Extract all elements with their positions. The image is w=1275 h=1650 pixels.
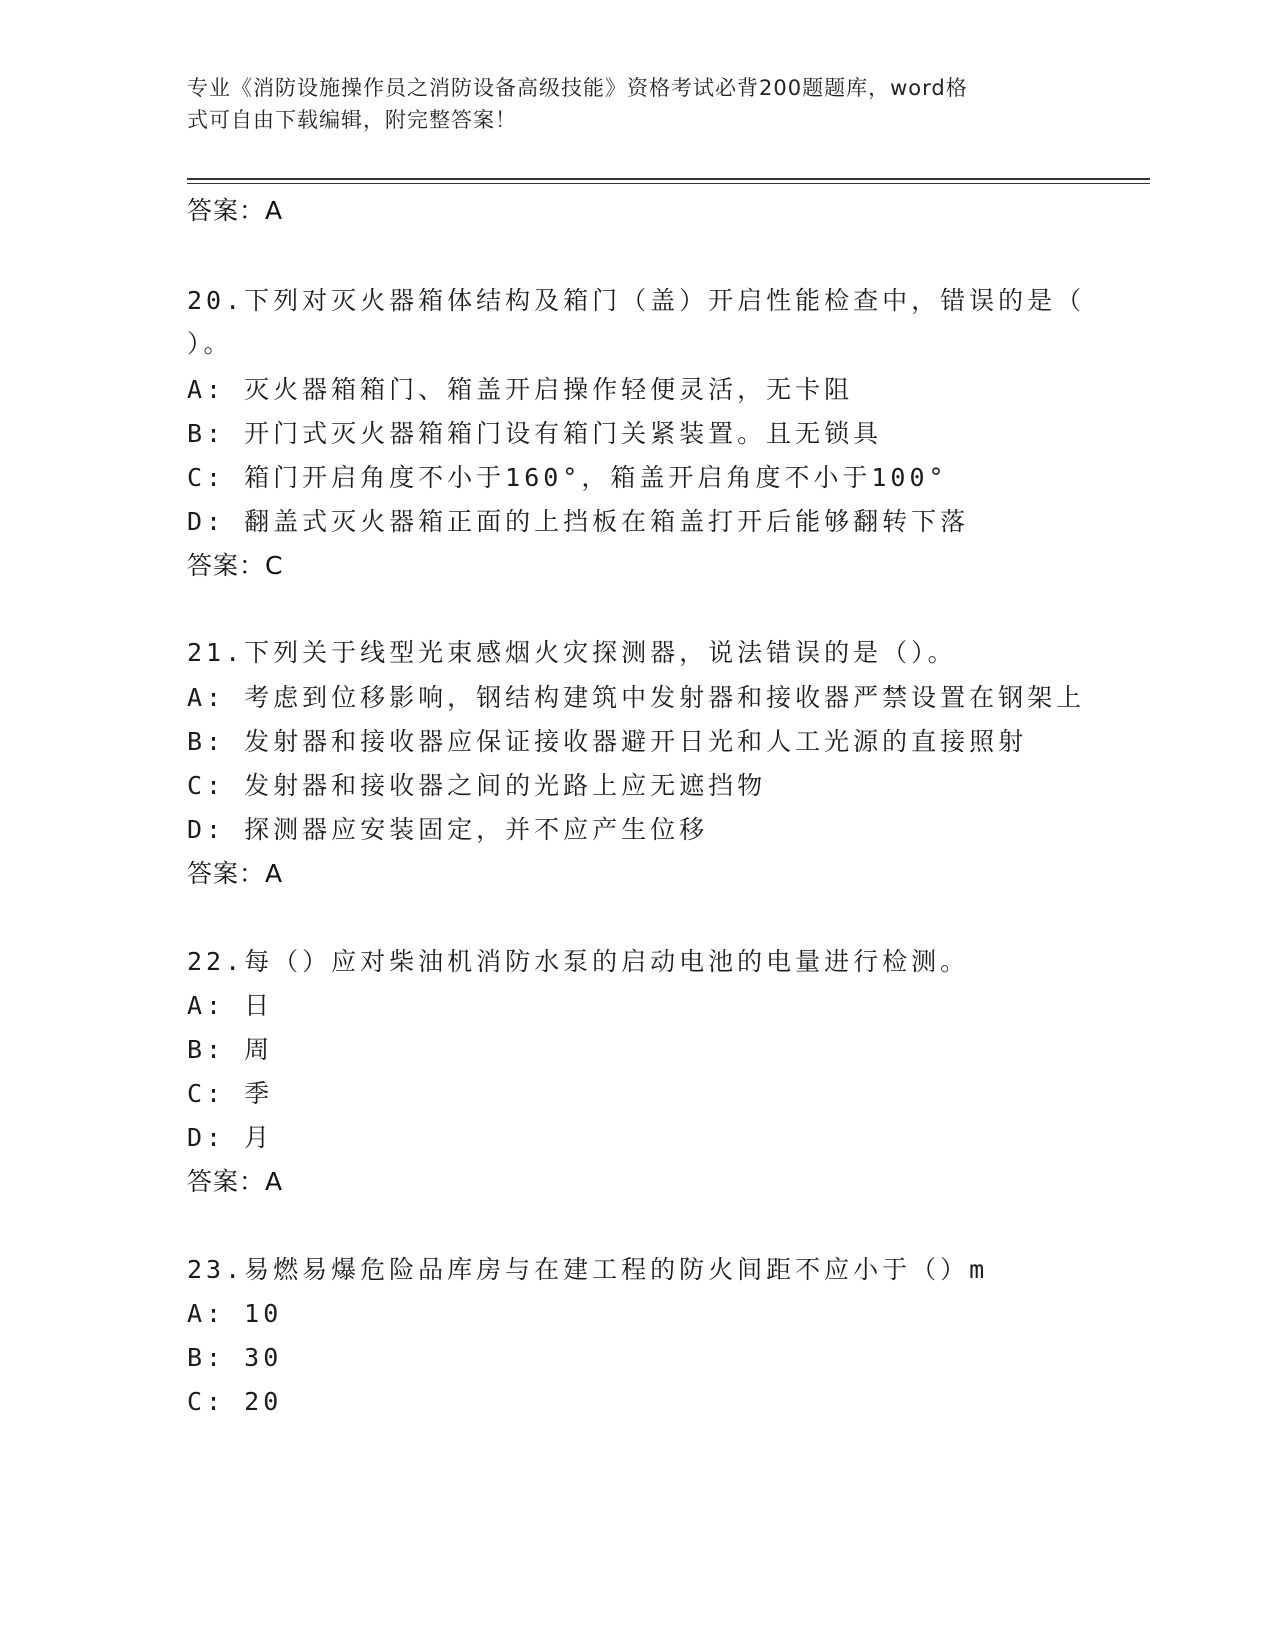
header-line-2: 式可自由下载编辑，附完整答案！ [187,108,517,132]
question-stem-cont: ）。 [187,329,233,358]
question-stem: 20.下列对灭火器箱体结构及箱门（盖）开启性能检查中，错误的是（ [187,286,1086,315]
question-stem: 22.每（）应对柴油机消防水泵的启动电池的电量进行检测。 [187,947,970,976]
option-a: A: 考虑到位移影响，钢结构建筑中发射器和接收器严禁设置在钢架上 [187,683,1086,712]
option-d: D: 翻盖式灭火器箱正面的上挡板在箱盖打开后能够翻转下落 [187,507,970,536]
option-b: B: 30 [187,1343,283,1372]
option-d: D: 月 [187,1123,274,1152]
header-divider-thin [187,183,1150,184]
option-b: B: 周 [187,1035,274,1064]
answer-line: 答案：C [187,551,284,580]
answer-line: 答案：A [187,1167,284,1196]
header-line-1: 专业《消防设施操作员之消防设备高级技能》资格考试必背200题题库，word格 [187,76,968,100]
option-c: C: 季 [187,1079,274,1108]
question-stem: 23.易燃易爆危险品库房与在建工程的防火间距不应小于（）m [187,1255,989,1284]
option-a: A: 日 [187,991,274,1020]
option-a: A: 10 [187,1299,283,1328]
option-b: B: 开门式灭火器箱箱门设有箱门关紧装置。且无锁具 [187,419,883,448]
option-c: C: 20 [187,1387,283,1416]
answer-line: 答案：A [187,859,284,888]
question-stem: 21.下列关于线型光束感烟火灾探测器，说法错误的是（）。 [187,638,957,667]
answer-line: 答案：A [187,196,284,225]
header-divider [187,178,1150,180]
page-header [187,72,1067,136]
option-b: B: 发射器和接收器应保证接收器避开日光和人工光源的直接照射 [187,727,1028,756]
option-d: D: 探测器应安装固定，并不应产生位移 [187,815,709,844]
option-a: A: 灭火器箱箱门、箱盖开启操作轻便灵活，无卡阻 [187,375,854,404]
option-c: C: 箱门开启角度不小于160°，箱盖开启角度不小于100° [187,463,948,492]
option-c: C: 发射器和接收器之间的光路上应无遮挡物 [187,771,767,800]
